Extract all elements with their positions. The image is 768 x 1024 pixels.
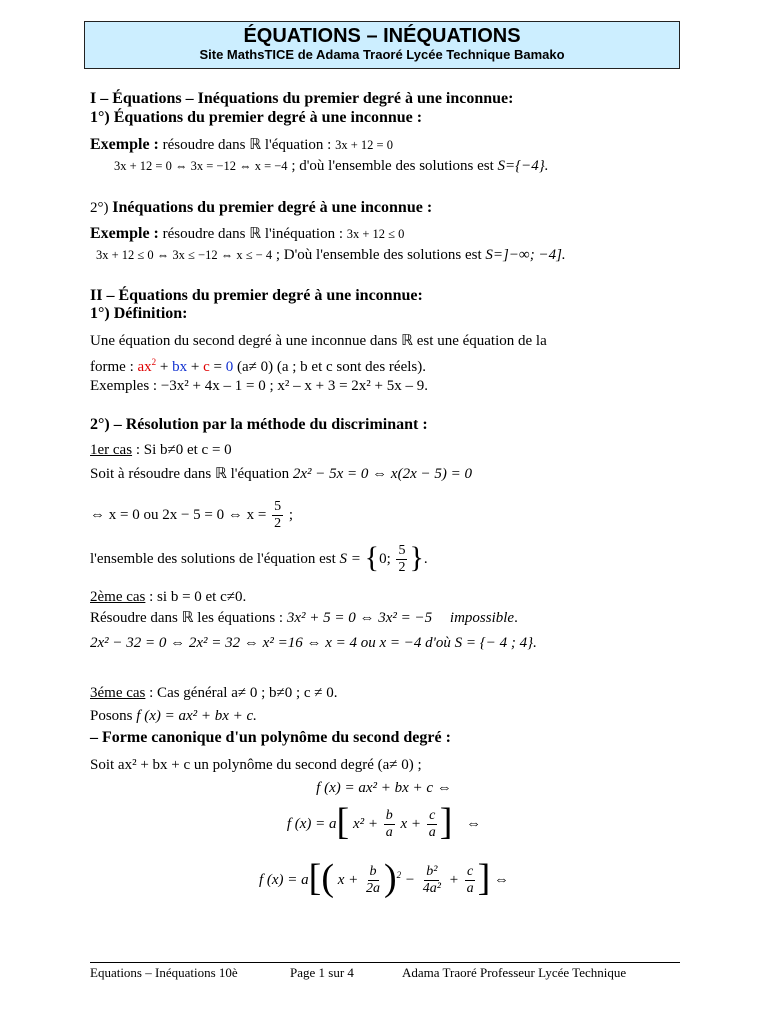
formula3-minus: −: [404, 871, 416, 888]
section1-sub2-title: Inéquations du premier degré à une inconnue :: [112, 199, 433, 216]
solution2-set: S=]−∞; −4].: [485, 247, 566, 263]
case2-line: [90, 588, 246, 606]
fraction-b2-over-4a2: [421, 864, 443, 897]
solution2-line: [96, 246, 566, 264]
posons-text: Posons: [90, 708, 133, 724]
case1-set-text: l'ensemble des solutions de l'équation est: [90, 550, 336, 567]
page-footer: [90, 962, 680, 981]
example1-label: Exemple :: [90, 136, 159, 153]
formula2-prefix: f (x) = a: [286, 815, 337, 832]
title-box: [84, 21, 680, 69]
formula2-equiv: ⇔: [466, 815, 482, 832]
formula-line1: f (x) = ax² + bx + c ⇔: [316, 780, 452, 796]
solution1-set: S={−4}.: [497, 158, 549, 174]
case1-result-end: ;: [288, 506, 294, 523]
example2-text: résoudre dans ℝ l'inéquation :: [162, 226, 343, 242]
solution1-text: ; d'où l'ensemble des solutions est: [291, 158, 494, 174]
formula2-x: x +: [400, 815, 421, 832]
solution1-equation: 3x + 12 = 0 ⇔ 3x = −12 ⇔ x = −4: [114, 159, 288, 173]
formula3-plus: +: [448, 871, 459, 888]
fraction-num2: 5: [398, 543, 406, 558]
footer-left: Equations – Inéquations 10è: [90, 965, 238, 980]
example1-text: résoudre dans ℝ l'équation :: [162, 137, 332, 153]
frac-a: a: [385, 825, 393, 840]
section1-sub1: 1°) Équations du premier degré à une inconnue :: [90, 109, 423, 126]
formula-line3: f (x) = a[( x + $\frac{b}{2a}$ )$^2$ − $\frac{\text{b²}}{\text{4a²}}$ + $\frac{c}{a}$ ] ⇔: [258, 856, 510, 899]
term-zero: 0: [225, 359, 234, 375]
frac3-a: a: [466, 881, 474, 896]
case1-set-line: l'ensemble des solutions de l'équation est S = {0; $\frac{5}{2}$ }.: [90, 540, 428, 575]
definition-line1: Une équation du second degré à une inconnue dans ℝ est une équation de la: [90, 333, 547, 349]
example2-equation: 3x + 12 ≤ 0: [346, 227, 405, 241]
case1-result-line: [90, 499, 293, 532]
case2-equation1: 3x² + 5 = 0 ⇔ 3x² = −5: [286, 610, 433, 626]
definition-prefix: forme :: [90, 359, 138, 375]
formula3-prefix: f (x) = a: [258, 871, 309, 888]
solution2-text: ; D'où l'ensemble des solutions est: [275, 247, 482, 263]
definition-suffix: (a≠ 0) (a ; b et c sont des réels).: [236, 359, 426, 375]
canonical-heading: – Forme canonique d'un polynôme du second degré :: [90, 729, 451, 746]
fraction-five-halves-set: [396, 543, 407, 576]
case1-equation-line: [90, 465, 472, 483]
case1-result: ⇔ x = 0 ou 2x − 5 = 0 ⇔ x =: [90, 506, 267, 523]
solution2-equation: 3x + 12 ≤ 0 ⇔ 3x ≤ −12 ⇔ x ≤ − 4: [96, 248, 273, 262]
section1-heading: I – Équations – Inéquations du premier degré à une inconnue:: [90, 90, 514, 107]
soit-line: Soit ax² + bx + c un polynôme du second degré (a≠ 0) ;: [90, 757, 422, 773]
footer-page: Page 1 sur 4: [290, 965, 354, 980]
case2-impossible: impossible: [449, 610, 515, 626]
frac3-b2: b²: [426, 864, 438, 879]
page-subtitle: Site MathsTICE de Adama Traoré Lycée Technique Bamako: [199, 47, 565, 62]
examples-line: Exemples : −3x² + 4x – 1 = 0 ; x² – x + 3 = 2x² + 5x – 9.: [90, 378, 428, 394]
case3-condition: : Cas général a≠ 0 ; b≠0 ; c ≠ 0.: [149, 685, 338, 701]
section1-sub2-number: 2°): [90, 200, 109, 216]
term-c: c: [203, 359, 210, 375]
case2-equation2: 2x² − 32 = 0 ⇔ 2x² = 32 ⇔ x² =16 ⇔ x = 4 ou x = −4 d'où S = {− 4 ; 4}.: [90, 635, 537, 651]
formula-line2: f (x) = a[ x² + $\frac{b}{a}$ x + $\frac{c}{a}$ ] ⇔: [286, 800, 482, 843]
term-bx: bx: [172, 359, 188, 375]
case3-line: [90, 684, 338, 702]
case1-intro: Soit à résoudre dans ℝ l'équation: [90, 466, 290, 482]
term-ax: ax: [137, 359, 152, 375]
case2-equation-line: Résoudre dans ℝ les équations : 3x² + 5 = 0 ⇔ 3x² = −5 impossible.: [90, 610, 518, 626]
frac-b: b: [385, 808, 393, 823]
case1-set-zero: 0;: [379, 550, 391, 567]
fraction-den2: 2: [398, 560, 406, 575]
page-title: ÉQUATIONS – INÉQUATIONS: [243, 25, 521, 47]
case1-set-label: S =: [339, 550, 361, 567]
fraction-c-over-a-3: [465, 864, 476, 897]
fraction-b-over-a: [384, 808, 395, 841]
case1-equation: 2x² − 5x = 0 ⇔ x(2x − 5) = 0: [292, 466, 472, 482]
case1-label: 1er cas: [90, 442, 133, 458]
frac3-2a: 2a: [366, 881, 380, 896]
fraction-den: 2: [274, 516, 282, 531]
solution1-line: [114, 157, 549, 175]
definition-line2: forme : $ax^2$ + bx + c = 0 (a≠ 0) (a ; b et c sont des réels).: [90, 357, 426, 375]
section1-sub2: [90, 199, 432, 217]
section2-sub2: 2°) – Résolution par la méthode du discriminant :: [90, 416, 428, 433]
fraction-five-halves: [272, 499, 283, 532]
case2-intro: Résoudre dans ℝ les équations :: [90, 610, 284, 626]
frac3-c: c: [467, 864, 474, 879]
section2-heading: II – Équations du premier degré à une inconnue:: [90, 287, 423, 304]
example1-line: [90, 136, 393, 154]
fraction-b-over-2a: [364, 864, 382, 897]
formula3-equiv: ⇔: [494, 871, 510, 888]
case3-label: 3éme cas: [90, 685, 146, 701]
case2-condition: : si b = 0 et c≠0.: [149, 589, 247, 605]
formula2-x2: x² +: [352, 815, 378, 832]
case1-condition: : Si b≠0 et c = 0: [135, 442, 232, 458]
formula3-x: x +: [337, 871, 359, 888]
posons-line: [90, 707, 257, 725]
frac3-b: b: [369, 864, 377, 879]
example1-equation: 3x + 12 = 0: [335, 138, 393, 152]
example2-line: [90, 225, 404, 243]
frac-a2: a: [428, 825, 436, 840]
frac-c: c: [429, 808, 436, 823]
section2-sub1: 1°) Définition:: [90, 305, 188, 322]
posons-equation: f (x) = ax² + bx + c.: [136, 708, 257, 724]
fraction-num: 5: [274, 499, 282, 514]
case1-line: [90, 441, 232, 459]
frac3-4a2: 4a²: [422, 881, 441, 896]
case2-label: 2ème cas: [90, 589, 146, 605]
fraction-c-over-a: [427, 808, 438, 841]
footer-right: Adama Traoré Professeur Lycée Technique: [402, 965, 627, 980]
example2-label: Exemple :: [90, 225, 159, 242]
